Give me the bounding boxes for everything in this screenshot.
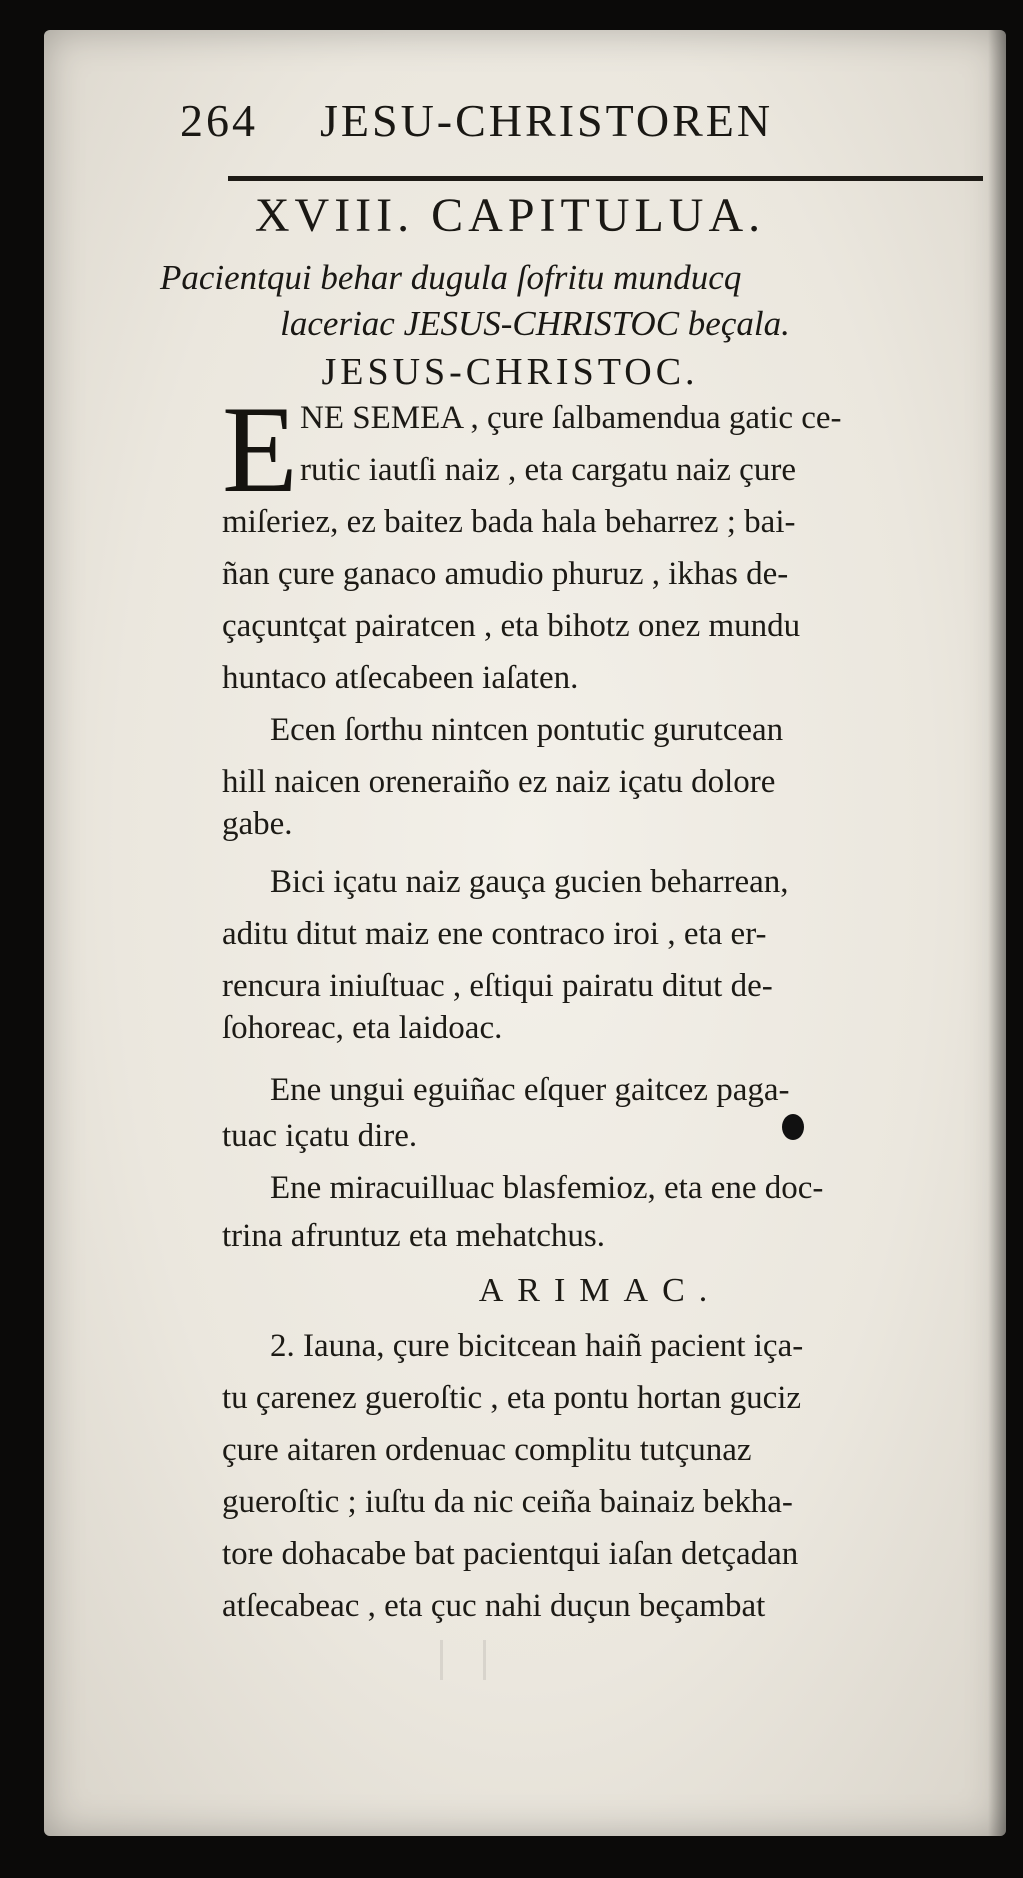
text-line: aditu ditut maiz ene contraco iroi , eta er- [222,916,767,952]
text-line: ſohoreac, eta laidoac. [222,1010,503,1046]
text-line: gabe. [222,806,293,842]
text-line: hill naicen oreneraiño ez naiz içatu dolore [222,764,776,800]
chapter-subtitle-line1: Pacientqui behar dugula ſofritu munducq [160,258,742,297]
running-title: JESU-CHRISTOREN [320,95,774,146]
header-rule [228,176,983,181]
text-line: huntaco atſecabeen iaſaten. [222,660,579,696]
text-line: trina afruntuz eta mehatchus. [222,1218,605,1254]
text-line: rutic iautſi naiz , eta cargatu naiz çure [300,452,796,488]
text-line: miſeriez, ez baitez bada hala beharrez ; bai- [222,504,796,540]
text-line: rencura iniuſtuac , eſtiqui pairatu ditut de- [222,968,773,1004]
running-header [180,88,980,158]
speaker-heading: JESUS-CHRISTOC. [321,351,699,393]
text-line: gueroſtic ; iuſtu da nic ceiña bainaiz bekha- [222,1484,793,1520]
page-edge-shadow [988,30,1006,1836]
bleed-through-mark [440,1640,486,1680]
chapter-title: XVIII. CAPITULUA. [254,189,766,242]
text-line: Ene miracuilluac blasfemioz, eta ene doc- [270,1170,824,1206]
text-line: 2. Iauna, çure bicitcean haiñ pacient iça- [270,1328,804,1364]
text-line: Ecen ſorthu nintcen pontutic gurutcean [270,712,784,748]
text-line: Bici içatu naiz gauça gucien beharrean, [270,864,789,900]
text-line: çaçuntçat pairatcen , eta bihotz onez mundu [222,608,801,644]
text-line: NE SEMEA , çure ſalbamendua gatic ce- [300,400,842,436]
text-line: tu çarenez gueroſtic , eta pontu hortan guciz [222,1380,802,1416]
text-line: tuac içatu dire. [222,1118,418,1154]
text-line: tore dohacabe bat pacientqui iaſan detçadan [222,1536,799,1572]
text-line: ñan çure ganaco amudio phuruz , ikhas de- [222,556,789,592]
ink-blot [782,1114,804,1140]
drop-cap: E [222,381,298,518]
text-line: atſecabeac , eta çuc nahi duçun beçambat [222,1588,766,1624]
chapter-subtitle-line2: laceriac JESUS-CHRISTOC beçala. [280,304,790,343]
page-number: 264 [180,95,258,146]
section-heading: ARIMAC. [478,1272,722,1309]
text-line: Ene ungui eguiñac eſquer gaitcez paga- [270,1072,790,1108]
text-line: çure aitaren ordenuac complitu tutçunaz [222,1432,752,1468]
